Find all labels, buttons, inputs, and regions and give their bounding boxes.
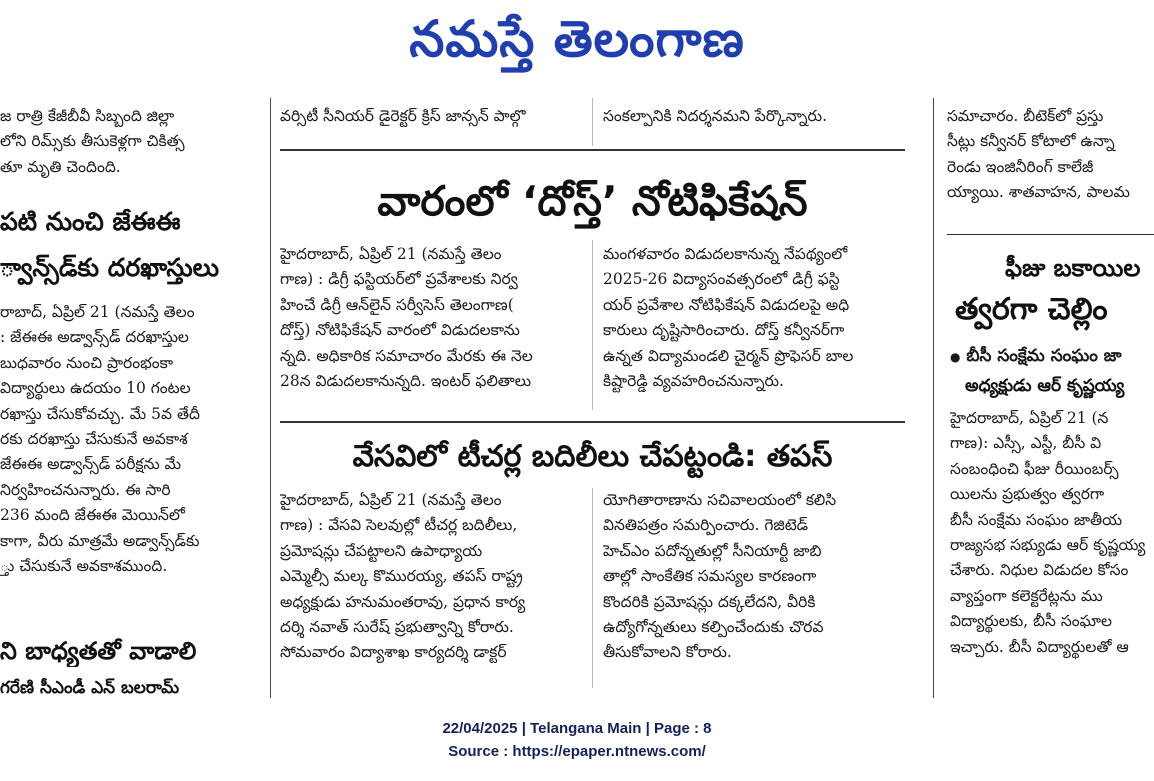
center-top-left-text: వర్సిటీ సీనియర్ డైరెక్టర్ క్రిస్ జాన్సన్ పాల్గొ — [280, 107, 526, 125]
left-story1-body — [0, 300, 262, 590]
text-line: మంగళవారం విడుదలకానున్న నేపథ్యంలో — [603, 245, 848, 263]
column-divider-center-story2 — [592, 488, 593, 688]
text-line: చేశారు. నిధుల విడుదల కోసం — [950, 561, 1129, 580]
text-line: 28న విడుదలకానున్నది. ఇంటర్ ఫలితాలు — [280, 372, 532, 391]
column-divider-center — [592, 98, 593, 146]
masthead-logo: నమస్తే తెలంగాణ — [409, 10, 745, 68]
text-line: జ రాత్రి కేజీబీవీ సిబ్బంది జిల్లా — [0, 107, 175, 125]
text-line: అధ్యక్షుడు హనుమంతరావు, ప్రధాన కార్య — [280, 592, 526, 611]
column-divider-left — [270, 98, 271, 698]
tapas-col1 — [280, 488, 580, 688]
text-line: హైదరాబాద్, ఏప్రిల్ 21 (న — [950, 409, 1109, 427]
footer-source: Source : https://epaper.ntnews.com/ — [448, 743, 706, 760]
text-line: తూ మృతి చెందింది. — [0, 157, 121, 176]
text-line: కారులు దృష్టిసారించారు. దోస్త్ కన్వీనర్‌గా — [603, 321, 845, 340]
text-line: దోస్త్) నోటిఫికేషన్ వారంలో విడుదలకాను — [280, 321, 520, 340]
left-story2-headline: ని బాధ్యతతో వాడాలి — [0, 637, 197, 665]
text-line: ఇచ్చారు. బీసీ విద్యార్థులతో ఆ — [950, 637, 1129, 656]
fee-bullet-line1 — [950, 343, 1154, 370]
bullet-text: బీసీ సంక్షేమ సంఘం జా — [966, 346, 1122, 366]
text-line: రాజ్యసభ సభ్యుడు ఆర్ కృష్ణయ్య — [950, 536, 1146, 555]
text-line: : జేఈఈ అడ్వాన్స్‌డ్ దరఖాస్తుల — [0, 328, 189, 347]
text-line: సోమవారం విద్యాశాఖ కార్యదర్శి డాక్టర్ — [280, 643, 507, 662]
text-line: యర్ ప్రవేశాల నోటిఫికేషన్ విడుదలపై అధి — [603, 295, 850, 314]
text-line: జేఈఈ అడ్వాన్స్‌డ్ పరీక్షను మే — [0, 455, 182, 474]
text-line: రెండు ఇంజినీరింగ్ కాలేజీ — [947, 157, 1094, 176]
text-line: వినతిపత్రం సమర్పించారు. గెజిటెడ్ — [603, 516, 809, 535]
footer-date-edition: 22/04/2025 | Telangana Main | Page : 8 — [442, 720, 712, 737]
text-line: కాగా, వీరు మాత్రమే అడ్వాన్స్‌డ్‌కు — [0, 531, 200, 550]
fee-headline-1: ఫీజు బకాయిల — [1005, 254, 1141, 282]
right-rule — [947, 234, 1154, 235]
right-top-text — [947, 104, 1154, 214]
dost-col2 — [603, 242, 905, 402]
text-line: లోని రిమ్స్‌కు తీసుకెళ్లగా చికిత్స — [0, 132, 185, 151]
text-line: 2025-26 విద్యాసంవత్సరంలో డిగ్రీ ఫస్టి — [603, 270, 840, 289]
text-line: వ్యాప్తంగా కలెక్టరేట్లను ము — [950, 586, 1103, 605]
tapas-col2 — [603, 488, 905, 688]
text-line: గాణ) : డిగ్రీ ఫస్టియర్‌లో ప్రవేశాలకు నిర్వ — [280, 270, 518, 289]
text-line: రఖాస్తు చేసుకోవచ్చు. మే 5వ తేదీ — [0, 404, 200, 423]
bullet-icon: ● — [950, 350, 961, 364]
center-rule-top — [280, 149, 905, 151]
text-line: ప్రమోషన్లు చేపట్టాలని ఉపాధ్యాయ — [280, 541, 483, 560]
text-line: తాల్లో సాంకేతిక సమస్యల కారణంగా — [603, 567, 817, 586]
center-rule-middle — [280, 421, 905, 423]
text-line: తీసుకోవాలని కోరారు. — [603, 643, 732, 662]
text-line: యోగితారాణాను సచివాలయంలో కలిసి — [603, 491, 837, 509]
column-divider-center-story1 — [592, 240, 593, 410]
text-line: హైదరాబాద్, ఏప్రిల్ 21 (నమస్తే తెలం — [280, 245, 502, 263]
text-line: విద్యార్థులు ఉదయం 10 గంటల — [0, 379, 191, 398]
center-top-right-text: సంకల్పానికి నిదర్శనమని పేర్కొన్నారు. — [603, 107, 828, 125]
tapas-headline: వేసవిలో టీచర్ల బదిలీలు చేపట్టండి: తపస్ — [352, 439, 833, 474]
text-line: రకు దరఖాస్తు చేసుకునే అవకాశ — [0, 430, 188, 449]
text-line: గాణ): ఎస్సీ, ఎస్టీ, బీసీ వి — [950, 434, 1102, 453]
text-line: ఉన్నత విద్యామండలి చైర్మన్ ప్రొఫెసర్ బాల — [603, 346, 854, 365]
text-line: బుధవారం నుంచి ప్రారంభంకా — [0, 353, 174, 372]
text-line: నిర్వహించనున్నారు. ఈ సారి — [0, 480, 171, 499]
dost-headline: వారంలో ‘దోస్త్’ నోటిఫికేషన్ — [377, 177, 808, 225]
text-line: యిలను ప్రభుత్వం త్వరగా — [950, 485, 1105, 504]
text-line: విద్యార్థులకు, బీసీ సంఘాల — [950, 612, 1112, 631]
text-line: ఉద్యోగోన్నతులు కల్పించేందుకు చొరవ — [603, 618, 824, 637]
text-line: రాబాద్, ఏప్రిల్ 21 (నమస్తే తెలం — [0, 303, 195, 321]
text-line: ్తు చేసుకునే అవకాశముంది. — [0, 557, 168, 576]
text-line: హైదరాబాద్, ఏప్రిల్ 21 (నమస్తే తెలం — [280, 491, 502, 509]
left-story1-headline-2: ్వాన్స్‌డ్‌కు దరఖాస్తులు — [0, 253, 219, 282]
text-line: సీట్లు కన్వీనర్ కోటాలో ఉన్నా — [947, 132, 1115, 151]
fee-body — [950, 406, 1154, 698]
text-line: హెచ్ఎం పదోన్నతుల్లో సీనియార్టీ జాబి — [603, 541, 822, 560]
left-story2-subheadline: గరేణి సీఎండీ ఎన్ బలరామ్ — [0, 678, 180, 698]
text-line: కొందరికి ప్రమోషన్లు దక్కలేదని, వీరికి — [603, 592, 816, 611]
dost-col1 — [280, 242, 580, 402]
text-line: గాణ) : వేసవి సెలవుల్లో టీచర్ల బదిలీలు, — [280, 516, 518, 535]
text-line: హించే డిగ్రీ ఆన్‌లైన్ సర్వీసెస్ తెలంగాణ( — [280, 295, 514, 314]
fee-headline-2: త్వరగా చెల్లిం — [955, 292, 1108, 327]
left-top-text — [0, 104, 262, 184]
fee-bullet-line2: అధ్యక్షుడు ఆర్ కృష్ణయ్య — [965, 376, 1125, 396]
text-line: న్నది. అధికారిక సమాచారం మేరకు ఈ నెల — [280, 346, 533, 365]
text-line: ఎమ్మెల్సీ మల్క కొమురయ్య, తపస్ రాష్ట్ర — [280, 567, 523, 586]
text-line: దర్శి నవాత్ సురేష్ ప్రభుత్వాన్ని కోరారు. — [280, 618, 514, 637]
text-line: సమాచారం. బీటెక్‌లో ప్రస్తు — [947, 107, 1104, 125]
text-line: 236 మంది జేఈఈ మెయిన్‌లో — [0, 506, 185, 525]
text-line: బీసీ సంక్షేమ సంఘం జాతీయ — [950, 510, 1123, 529]
text-line: కిష్టారెడ్డి వ్యవహరించనున్నారు. — [603, 372, 784, 391]
text-line: సంబంధించి ఫీజు రీయింబర్స్ — [950, 459, 1119, 478]
text-line: య్యాయి. శాతవాహన, పాలమ — [947, 183, 1130, 202]
left-story1-headline-1: పటి నుంచి జేఈఈ — [0, 207, 181, 236]
column-divider-right — [933, 98, 934, 698]
